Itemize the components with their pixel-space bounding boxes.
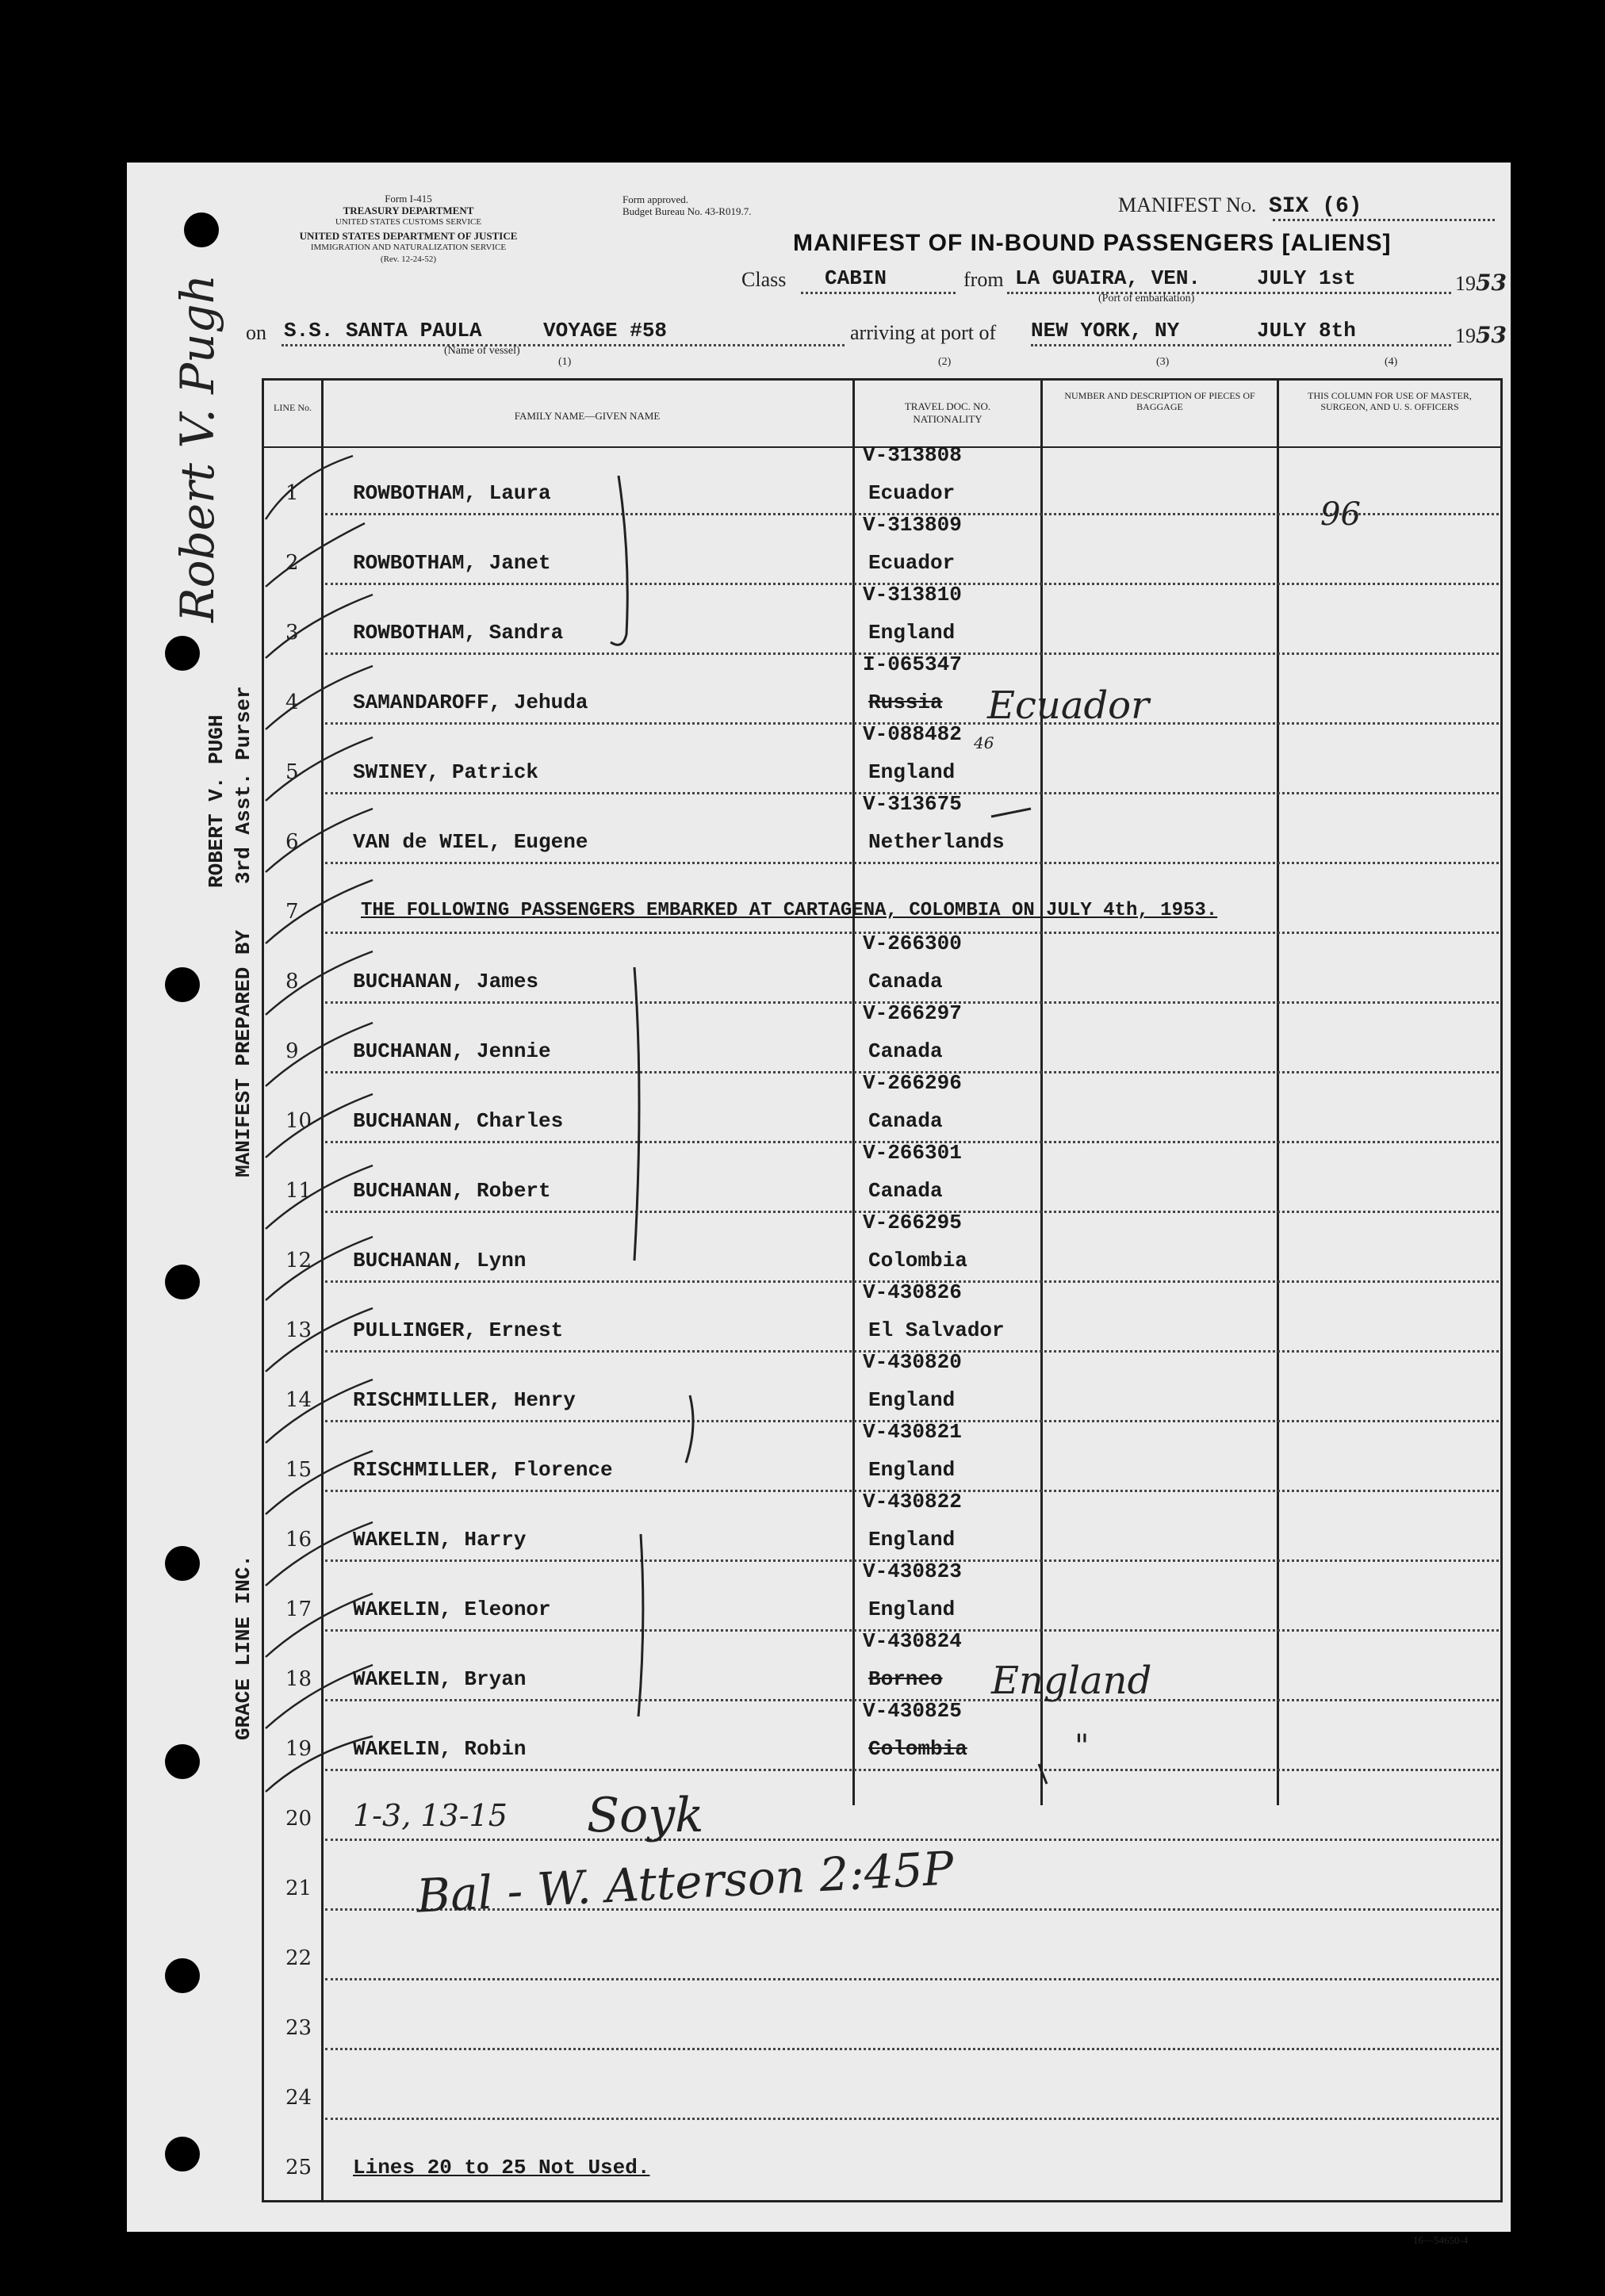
column-number: (1) xyxy=(558,356,572,368)
line-number: 5 xyxy=(285,760,299,784)
customs-service: UNITED STATES CUSTOMS SERVICE xyxy=(335,217,482,227)
port-embarkation-caption: (Port of embarkation) xyxy=(1098,293,1195,304)
travel-document-number: V-430826 xyxy=(863,1280,962,1304)
year-prefix: 19 xyxy=(1455,272,1476,295)
passenger-name: RISCHMILLER, Henry xyxy=(353,1388,576,1412)
inspector-initials: Soyk xyxy=(587,1788,704,1843)
nationality-correction-ecuador: Ecuador xyxy=(987,683,1150,728)
line-number: 12 xyxy=(285,1249,312,1272)
form-footer-number: 16—54650-4 xyxy=(1413,2234,1469,2246)
line-number: 14 xyxy=(285,1388,312,1412)
line-number: 2 xyxy=(285,551,299,575)
doc-number-correction: 46 xyxy=(974,733,994,752)
year-value: 53 xyxy=(1476,322,1507,348)
manifest-number-value: SIX (6) xyxy=(1268,194,1362,219)
line-number: 11 xyxy=(285,1179,312,1203)
line-number: 8 xyxy=(285,970,299,993)
travel-document-number: I-065347 xyxy=(863,652,962,676)
line-number: 24 xyxy=(285,2086,312,2110)
travel-document-number: V-430825 xyxy=(863,1699,962,1723)
line-number: 17 xyxy=(285,1598,312,1621)
immigration-service: IMMIGRATION AND NATURALIZATION SERVICE xyxy=(310,243,507,252)
nationality: Ecuador xyxy=(868,551,956,575)
line-number: 18 xyxy=(285,1667,312,1691)
nationality: Colombia xyxy=(868,1249,967,1272)
passenger-name: WAKELIN, Robin xyxy=(353,1737,527,1761)
line-number: 6 xyxy=(285,830,299,854)
nationality: England xyxy=(868,1458,956,1482)
manifest-number-label: MANIFEST No. xyxy=(1118,193,1257,216)
nationality: Canada xyxy=(868,970,943,993)
treasury-department: TREASURY DEPARTMENT xyxy=(343,205,474,216)
voyage-number: VOYAGE #58 xyxy=(543,319,668,342)
column-number: (2) xyxy=(938,356,952,368)
line-number: 1 xyxy=(285,481,299,505)
nationality: Canada xyxy=(868,1179,943,1203)
header-name: FAMILY NAME—GIVEN NAME xyxy=(514,410,661,422)
line-number: 15 xyxy=(285,1458,312,1482)
travel-document-number: V-088482 xyxy=(863,722,962,746)
line-number: 25 xyxy=(285,2156,312,2179)
year-prefix: 19 xyxy=(1455,324,1476,347)
nationality: England xyxy=(868,1598,956,1621)
travel-document-number: V-266296 xyxy=(863,1071,962,1095)
header-line-no: LINE No. xyxy=(274,402,312,413)
form-revision: (Rev. 12-24-52) xyxy=(380,254,437,264)
vessel-caption: (Name of vessel) xyxy=(444,345,520,357)
budget-bureau-number: Budget Bureau No. 43-R019.7. xyxy=(622,205,752,217)
vessel-name: S.S. SANTA PAULA xyxy=(284,319,482,342)
arriving-label: arriving at port of xyxy=(850,321,997,344)
travel-document-number: V-266295 xyxy=(863,1211,962,1234)
nationality: England xyxy=(868,621,956,645)
header-baggage: NUMBER AND DESCRIPTION OF PIECES OF BAGGAGE xyxy=(1064,390,1255,412)
line-number: 20 xyxy=(285,1807,312,1831)
on-label: on xyxy=(246,321,266,344)
travel-document-number: V-266297 xyxy=(863,1001,962,1025)
travel-document-number: V-430822 xyxy=(863,1490,962,1513)
from-label: from xyxy=(963,268,1004,291)
travel-document-number: V-430824 xyxy=(863,1629,962,1653)
passenger-name: BUCHANAN, Jennie xyxy=(353,1039,551,1063)
passenger-name: ROWBOTHAM, Janet xyxy=(353,551,551,575)
arrival-port: NEW YORK, NY xyxy=(1031,319,1180,342)
passenger-name: PULLINGER, Ernest xyxy=(353,1318,564,1342)
nationality: Canada xyxy=(868,1109,943,1133)
form-approved: Form approved. xyxy=(622,193,689,205)
line-number: 10 xyxy=(285,1109,312,1133)
passenger-name: BUCHANAN, Charles xyxy=(353,1109,564,1133)
passenger-name: BUCHANAN, James xyxy=(353,970,539,993)
travel-document-number: V-266300 xyxy=(863,932,962,955)
justice-department: UNITED STATES DEPARTMENT OF JUSTICE xyxy=(299,230,518,242)
travel-document-number: V-313675 xyxy=(863,792,962,816)
passenger-name: BUCHANAN, Lynn xyxy=(353,1249,527,1272)
travel-document-number: V-266301 xyxy=(863,1141,962,1165)
line-number: 9 xyxy=(285,1039,299,1063)
passenger-name: SWINEY, Patrick xyxy=(353,760,539,784)
passenger-name: ROWBOTHAM, Sandra xyxy=(353,621,564,645)
travel-document-number: V-430823 xyxy=(863,1559,962,1583)
nationality: Canada xyxy=(868,1039,943,1063)
travel-document-number: V-313808 xyxy=(863,443,962,467)
passenger-name: WAKELIN, Bryan xyxy=(353,1667,527,1691)
line-number: 16 xyxy=(285,1528,312,1552)
header-officers: THIS COLUMN FOR USE OF MASTER, SURGEON, AND U. S. OFFICERS xyxy=(1308,390,1472,412)
nationality: El Salvador xyxy=(868,1318,1005,1342)
nationality: England xyxy=(868,760,956,784)
passenger-name: WAKELIN, Eleonor xyxy=(353,1598,551,1621)
line-number: 4 xyxy=(285,691,299,714)
passenger-name: SAMANDAROFF, Jehuda xyxy=(353,691,588,714)
line-number: 21 xyxy=(285,1877,312,1900)
header-travel-doc: TRAVEL DOC. NO. NATIONALITY xyxy=(904,400,991,425)
lines-note: 1-3, 13-15 xyxy=(353,1798,508,1833)
embarkation-date: JULY 1st xyxy=(1257,266,1356,290)
nationality-correction-england: England xyxy=(991,1659,1152,1703)
passenger-name: RISCHMILLER, Florence xyxy=(353,1458,613,1482)
form-number: Form I-415 xyxy=(385,193,432,205)
purser-name: ROBERT V. PUGH xyxy=(205,714,228,888)
travel-document-number: V-430821 xyxy=(863,1420,962,1444)
nationality: England xyxy=(868,1388,956,1412)
passenger-name: BUCHANAN, Robert xyxy=(353,1179,551,1203)
manifest-title: MANIFEST OF IN-BOUND PASSENGERS [ALIENS] xyxy=(793,230,1392,256)
line-number: 23 xyxy=(285,2016,312,2040)
purser-title: 3rd Asst. Purser xyxy=(232,686,255,884)
line-number: 7 xyxy=(285,900,299,924)
passenger-name: VAN de WIEL, Eugene xyxy=(353,830,588,854)
travel-document-number: V-430820 xyxy=(863,1350,962,1374)
line-number: 22 xyxy=(285,1946,312,1970)
ditto-mark: " xyxy=(1074,1728,1090,1765)
line-number: 19 xyxy=(285,1737,312,1761)
nationality: Borneo xyxy=(868,1667,943,1691)
passenger-name: THE FOLLOWING PASSENGERS EMBARKED AT CARTAGENA, COLOMBIA ON JULY 4th, 1953. xyxy=(361,900,1218,921)
passenger-name: Lines 20 to 25 Not Used. xyxy=(353,2156,650,2179)
column-number: (4) xyxy=(1385,356,1398,368)
passenger-name: ROWBOTHAM, Laura xyxy=(353,481,551,505)
class-label: Class xyxy=(741,268,787,291)
line-number: 13 xyxy=(285,1318,312,1342)
nationality: Russia xyxy=(868,691,943,714)
column-number: (3) xyxy=(1156,356,1170,368)
company-stamp: GRACE LINE INC. xyxy=(232,1554,255,1740)
balance-note: Bal - W. Atterson 2:45P xyxy=(415,1841,956,1923)
line-number: 3 xyxy=(285,621,299,645)
purser-signature: Robert V. Pugh xyxy=(170,274,224,622)
officer-count-note: 96 xyxy=(1320,496,1361,533)
nationality: Netherlands xyxy=(868,830,1005,854)
nationality: Ecuador xyxy=(868,481,956,505)
arrival-date: JULY 8th xyxy=(1257,319,1356,342)
prepared-by-label: MANIFEST PREPARED BY xyxy=(232,929,255,1177)
class-value: CABIN xyxy=(825,266,887,290)
travel-document-number: V-313809 xyxy=(863,513,962,537)
passenger-name: WAKELIN, Harry xyxy=(353,1528,527,1552)
nationality: Colombia xyxy=(868,1737,967,1761)
year-value: 53 xyxy=(1476,270,1507,296)
nationality: England xyxy=(868,1528,956,1552)
travel-document-number: V-313810 xyxy=(863,583,962,607)
embarkation-port: LA GUAIRA, VEN. xyxy=(1015,266,1201,290)
